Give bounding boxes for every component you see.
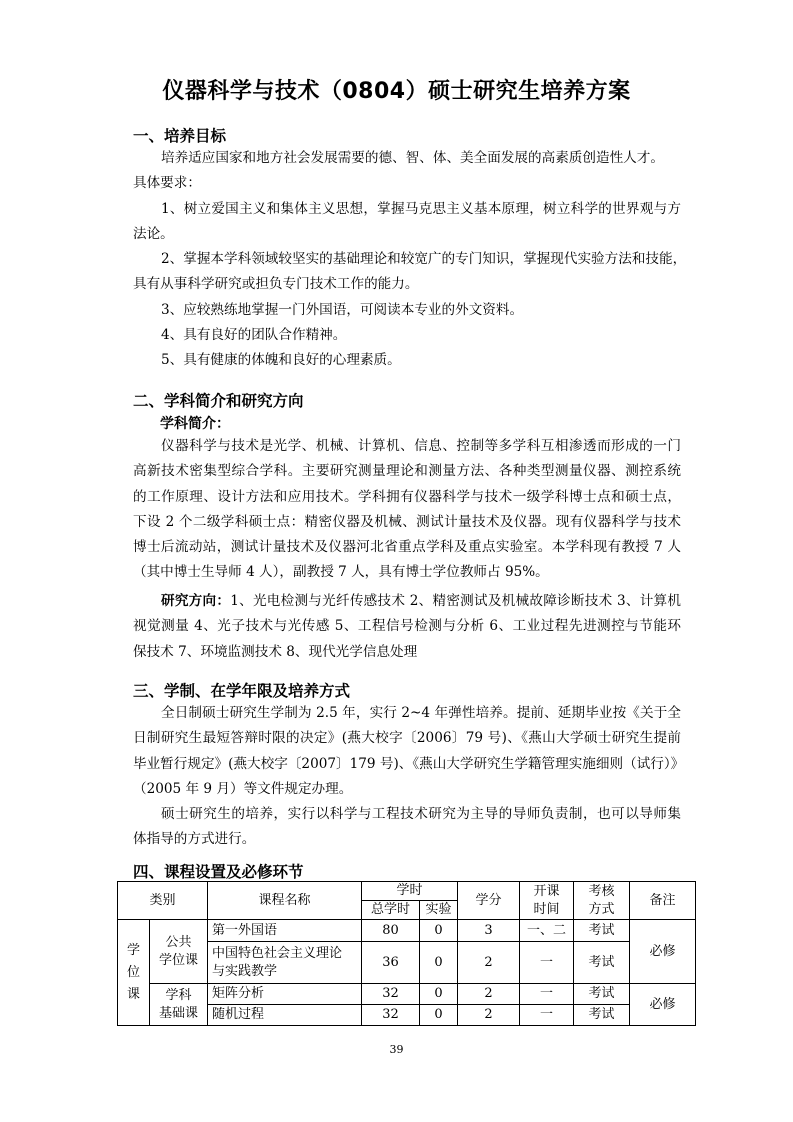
label-char: 位	[126, 964, 140, 980]
group-name	[150, 920, 208, 984]
document-title: 仪器科学与技术（0804）硕士研究生培养方案	[162, 79, 631, 104]
course-name: 随机过程	[208, 1005, 362, 1026]
section-2-heading: 二、学科简介和研究方向	[133, 392, 304, 410]
course-exam: 考试	[574, 920, 630, 942]
course-name: 第一外国语	[208, 920, 362, 942]
course-name: 矩阵分析	[208, 984, 362, 1005]
text-line: （其中博士生导师 4 人），副教授 7 人，具有博士学位教师占 95%。	[133, 564, 549, 581]
course-term: 一、二	[520, 920, 574, 942]
course-lab: 0	[420, 920, 458, 942]
table-header-row	[118, 882, 696, 901]
course-name-line: 与实践教学	[212, 963, 278, 979]
text-line: 1、树立爱国主义和集体主义思想，掌握马克思主义基本原理，树立科学的世界观与方	[161, 200, 681, 217]
course-total-hours: 36	[362, 942, 420, 984]
header-total-hours: 总学时	[362, 901, 420, 920]
group-name-line: 学科	[165, 987, 192, 1003]
text-line: 硕士研究生的培养，实行以科学与工程技术研究为主导的导师负责制，也可以导师集	[161, 806, 681, 822]
text-line: 视觉测量 4、光子技术与光传感 5、工程信号检测与分析 6、工业过程先进测控与节能环	[133, 618, 681, 635]
course-term: 一	[520, 984, 574, 1005]
section-3-para-2	[133, 802, 681, 853]
course-lab: 0	[420, 942, 458, 984]
course-total-hours: 32	[362, 1005, 420, 1026]
course-credits: 2	[458, 1005, 520, 1026]
course-total-hours: 32	[362, 984, 420, 1005]
section-4-heading: 四、课程设置及必修环节	[133, 863, 304, 881]
text-line: 日制研究生最短答辩时限的决定》(燕大校字〔2006〕79 号)、《燕山大学硕士研究生提前	[133, 730, 681, 747]
header-term	[520, 882, 574, 920]
header-hours: 学时	[362, 882, 458, 901]
course-credits: 2	[458, 984, 520, 1005]
header-credits: 学分	[458, 882, 520, 920]
text-line: 仪器科学与技术是光学、机械、计算机、信息、控制等多学科互相渗透而形成的一门	[161, 438, 681, 454]
header-exam-line: 方式	[588, 901, 615, 917]
section-3-para-1	[133, 701, 685, 802]
text-line: 下设 2 个二级学科硕士点：精密仪器及机械、测试计量技术及仪器。现有仪器科学与技术	[133, 513, 681, 530]
course-exam: 考试	[574, 984, 630, 1005]
course-lab: 0	[420, 984, 458, 1005]
text-line: 培养适应国家和地方社会发展需要的德、智、体、美全面发展的高素质创造性人才。	[161, 150, 664, 166]
table-row	[118, 984, 696, 1005]
text-line: 保技术 7、环境监测技术 8、现代光学信息处理	[133, 643, 418, 660]
course-remark: 必修	[630, 984, 696, 1026]
group-name-line: 公共	[165, 934, 192, 950]
header-remark: 备注	[630, 882, 696, 920]
course-name	[208, 942, 362, 984]
course-lab: 0	[420, 1005, 458, 1026]
group-name	[150, 984, 208, 1026]
section-1-body	[133, 146, 687, 374]
research-label: 研究方向：	[161, 593, 231, 609]
text-line: （2005 年 9 月）等文件规定办理。	[133, 780, 353, 797]
text-line: 体指导的方式进行。	[133, 831, 256, 848]
section-2-intro	[133, 434, 681, 586]
course-term: 一	[520, 942, 574, 984]
text-line: 的工作原理、设计方法和应用技术。学科拥有仪器科学与技术一级学科博士点和硕士点，	[133, 488, 681, 505]
text-line: 5、具有健康的体魄和良好的心理素质。	[161, 352, 401, 369]
header-category: 类别	[118, 882, 208, 920]
section-2-research	[133, 589, 681, 665]
course-remark: 必修	[630, 920, 696, 984]
header-exam-line: 考核	[588, 883, 615, 899]
course-exam: 考试	[574, 1005, 630, 1026]
header-term-line: 开课	[533, 883, 560, 899]
header-lab: 实验	[420, 901, 458, 920]
course-table	[117, 881, 696, 1026]
text-line: 全日制硕士研究生学制为 2.5 年，实行 2~4 年弹性培养。提前、延期毕业按《关于全	[161, 705, 681, 721]
text-line: 高新技术密集型综合学科。主要研究测量理论和测量方法、各种类型测量仪器、测控系统	[133, 463, 681, 480]
course-total-hours: 80	[362, 920, 420, 942]
text-line: 法论。	[133, 225, 174, 242]
course-credits: 2	[458, 942, 520, 984]
page-number: 39	[389, 1043, 404, 1056]
text-line	[133, 589, 681, 614]
text-line: 3、应较熟练地掌握一门外国语，可阅读本专业的外文资料。	[161, 301, 524, 318]
header-course-name: 课程名称	[208, 882, 362, 920]
header-term-line: 时间	[533, 901, 560, 917]
table-row	[118, 920, 696, 942]
research-text: 1、光电检测与光纤传感技术 2、精密测试及机械故障诊断技术 3、计算机	[230, 593, 681, 609]
group-name-line: 学位课	[159, 952, 199, 968]
text-line: 4、具有良好的团队合作精神。	[161, 327, 347, 344]
course-name-line: 中国特色社会主义理论	[212, 945, 343, 961]
text-line: 2、掌握本学科领域较坚实的基础理论和较宽广的专门知识，掌握现代实验方法和技能，	[161, 251, 687, 268]
degree-course-label	[118, 920, 150, 1026]
discipline-intro-label: 学科简介：	[160, 416, 230, 432]
text-line: 具有从事科学研究或担负专门技术工作的能力。	[133, 276, 419, 293]
course-term: 一	[520, 1005, 574, 1026]
group-name-line: 基础课	[159, 1005, 199, 1021]
header-exam	[574, 882, 630, 920]
course-credits: 3	[458, 920, 520, 942]
text-line: 具体要求：	[133, 175, 201, 192]
section-1-heading: 一、培养目标	[133, 127, 227, 145]
label-char: 课	[126, 986, 140, 1002]
section-3-heading: 三、学制、在学年限及培养方式	[133, 682, 351, 700]
text-line: 博士后流动站，测试计量技术及仪器河北省重点学科及重点实验室。本学科现有教授 7 人	[133, 539, 681, 556]
text-line: 毕业暂行规定》(燕大校字〔2007〕179 号)、《燕山大学研究生学籍管理实施细则（试行）》	[133, 755, 685, 772]
course-exam: 考试	[574, 942, 630, 984]
label-char: 学	[126, 942, 140, 958]
